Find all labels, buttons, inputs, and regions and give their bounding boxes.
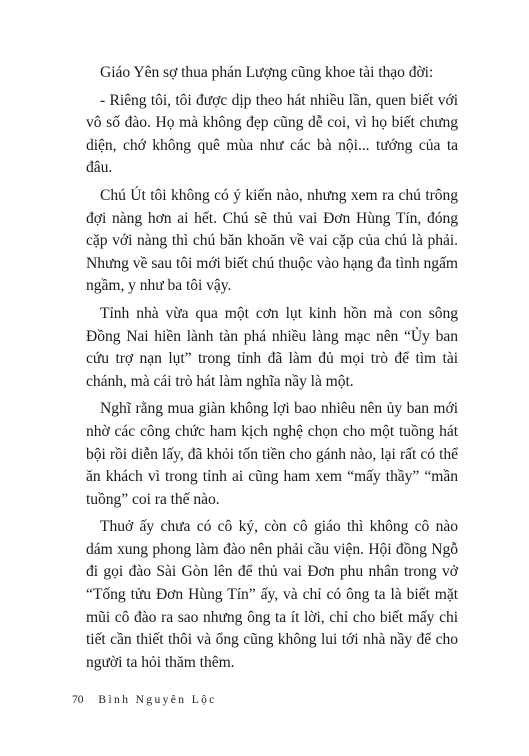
author-name: Bình Nguyên Lộc	[98, 694, 217, 706]
paragraph-6: Thuở ấy chưa có cô ký, còn cô giáo thì không cô nào dám xung phong làm đào nên phải cầu viện. Hội đồng Ngỗ đi gọi đào Sài Gòn lên để thủ vai Đơn phu nhân trong vở “Tống tửu Đơn Hùng Tín” ấy, và chỉ có ông ta là biết mặt mũi cô đào ra sao nhưng ông ta ít lời, chỉ cho biết mấy chi tiết cần thiết thôi và ổng cũng không lui tới nhà nầy để cho người ta hỏi thăm thêm.	[86, 518, 458, 671]
page-number: 70	[72, 694, 84, 706]
paragraph-3: Chú Út tôi không có ý kiến nào, nhưng xem ra chú trông đợi nàng hơn ai hết. Chú sẽ thủ vai Đơn Hùng Tín, đóng cặp với nàng thì chú băn khoăn về vai cặp của chú là phải. Nhưng về sau tôi mới biết chú thuộc vào hạng đa tình ngấm ngầm, y như ba tôi vậy.	[86, 186, 458, 295]
paragraph-2: - Riêng tôi, tôi được dịp theo hát nhiều lần, quen biết với vô số đào. Họ mà không đẹp cũng dễ coi, vì họ biết chưng diện, chớ không quê mùa như các bà nội... tướng của ta đâu.	[86, 91, 458, 177]
body-text	[86, 62, 458, 679]
paragraph-1: Giáo Yên sợ thua phán Lượng cũng khoe tài thạo đời:	[100, 64, 434, 81]
page-footer	[72, 694, 217, 706]
paragraph-5: Nghĩ rằng mua giàn không lợi bao nhiêu nên ủy ban mới nhờ các công chức ham kịch nghệ chọn cho một tuồng hát bội rồi diễn lấy, đã khỏi tốn tiền cho gánh nào, lại rất có thể ăn khách vì trong tỉnh ai cũng ham xem “mấy thầy” “mần tuồng” coi ra thế nào.	[86, 400, 458, 508]
paragraph-4: Tỉnh nhà vừa qua một cơn lụt kinh hồn mà con sông Đồng Nai hiền lành tàn phá nhiều làng mạc nên “Ủy ban cứu trợ nạn lụt” trong tỉnh đã làm đủ mọi trò để tìm tài chánh, mà cái trò hát làm nghĩa nầy là một.	[86, 304, 458, 390]
